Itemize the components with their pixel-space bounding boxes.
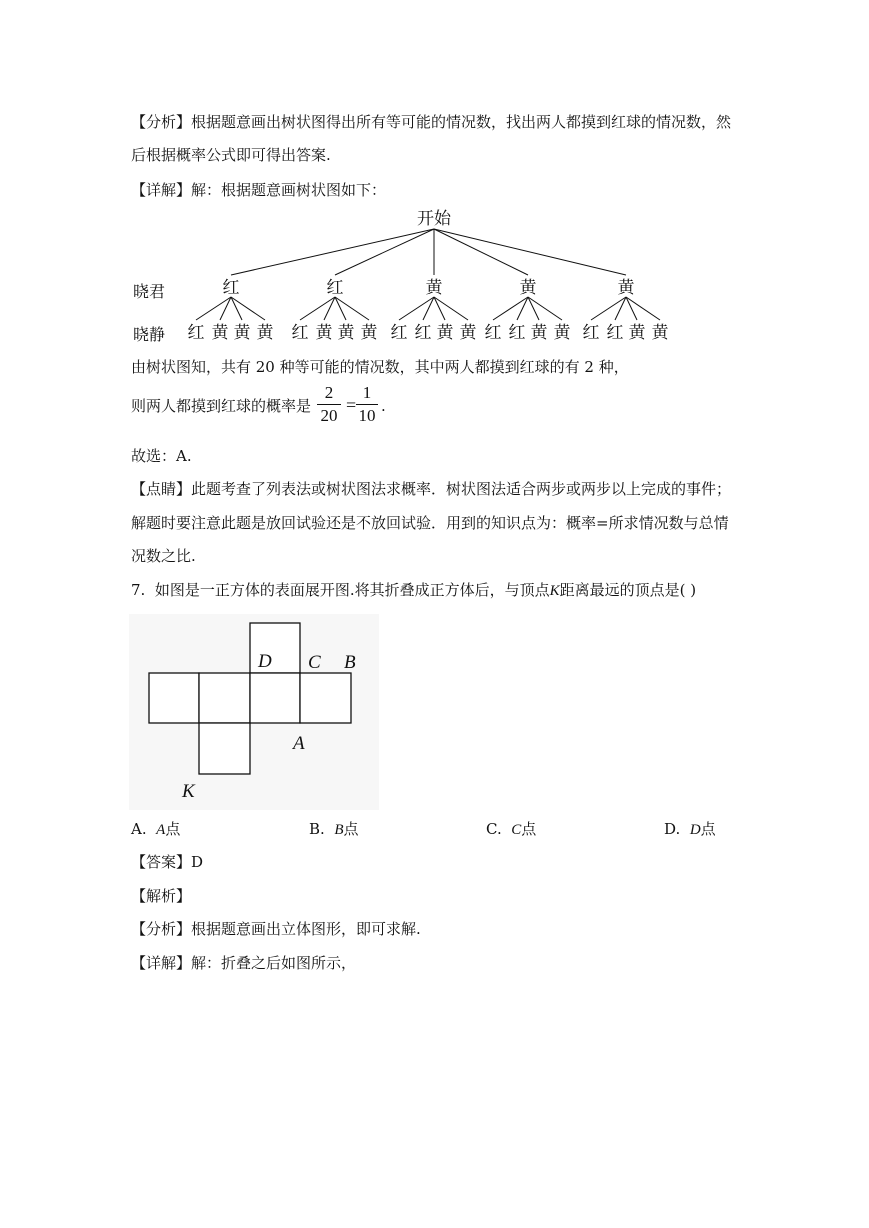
choice-line: 故选：A. — [131, 447, 192, 465]
comment-text: 此题考查了列表法或树状图法求概率．树状图法适合两步或两步以上完成的事件； — [191, 480, 732, 498]
answer-value: D — [191, 853, 204, 871]
fraction-denominator: 20 — [320, 406, 338, 425]
tree-branches-root — [231, 229, 626, 275]
detail-text: 解：根据题意画树状图如下： — [191, 181, 387, 199]
option-var: A — [156, 822, 166, 838]
analysis2-line — [131, 920, 421, 938]
tree-node-l2: 黄 — [530, 323, 548, 343]
tree-node-l2: 红 — [508, 323, 526, 343]
fraction-numerator: 2 — [324, 383, 334, 402]
period: . — [381, 397, 386, 415]
tree-node-l1: 红 — [222, 278, 240, 298]
option-letter: B. — [309, 820, 325, 838]
fraction-denominator: 10 — [358, 406, 376, 425]
tree-node-l2: 黄 — [211, 323, 229, 343]
tree-node-l2: 黄 — [337, 323, 355, 343]
fraction-bar — [317, 404, 341, 405]
tree-node-l2: 红 — [390, 323, 408, 343]
analysis-tag: 【分析】 — [131, 113, 192, 131]
option-var: D — [689, 822, 701, 838]
option-c[interactable] — [486, 820, 536, 839]
net-label-k: K — [182, 781, 195, 802]
analysis2-tag: 【分析】 — [131, 920, 192, 938]
tree-node-l2: 黄 — [651, 323, 669, 343]
tree-node-l2: 黄 — [256, 323, 274, 343]
comment-tag: 【点睛】 — [131, 480, 192, 498]
analysis-text: 根据题意画出树状图得出所有等可能的情况数，找出两人都摸到红球的情况数，然 — [191, 113, 732, 131]
fraction-numerator: 1 — [362, 383, 372, 402]
question-number: 7. — [131, 581, 146, 599]
fraction-2-20 — [317, 383, 341, 426]
tree-node-l1: 黄 — [519, 278, 537, 298]
answer-line — [131, 853, 203, 871]
tree-node-l2: 黄 — [459, 323, 477, 343]
tree-node-l1: 红 — [326, 278, 344, 298]
option-suffix: 点 — [700, 820, 716, 838]
tree-node-l1: 黄 — [617, 278, 635, 298]
tree-node-l2: 红 — [291, 323, 309, 343]
tree-node-l2: 红 — [582, 323, 600, 343]
conclusion-line-2: 则两人都摸到红球的概率是 — [131, 397, 312, 415]
option-var: C — [511, 822, 522, 838]
tree-root: 开始 — [417, 209, 451, 229]
answer-tag: 【答案】 — [131, 853, 192, 871]
option-letter: C. — [486, 820, 502, 838]
tree-node-l2: 黄 — [628, 323, 646, 343]
tree-node-l2: 红 — [414, 323, 432, 343]
option-letter: A. — [131, 820, 147, 838]
tree-node-l2: 红 — [606, 323, 624, 343]
tree-node-l2: 红 — [187, 323, 205, 343]
tree-branches-level2 — [196, 297, 660, 320]
fraction-1-10 — [356, 383, 378, 426]
option-d[interactable] — [664, 820, 716, 839]
option-var: B — [334, 822, 344, 838]
tree-node-l2: 黄 — [360, 323, 378, 343]
fraction-bar — [356, 404, 378, 405]
analysis2-text: 根据题意画出立体图形，即可求解. — [191, 920, 421, 938]
detail2-line — [131, 954, 356, 972]
detail2-tag: 【详解】 — [131, 954, 192, 972]
detail2-text: 解：折叠之后如图所示， — [191, 954, 357, 972]
option-suffix: 点 — [165, 820, 181, 838]
explanation-line: 【解析】 — [131, 887, 192, 905]
vertex-k: K — [549, 583, 560, 599]
option-suffix: 点 — [521, 820, 537, 838]
net-label-d: D — [258, 651, 272, 672]
question-7 — [131, 581, 696, 600]
question-text-suffix: 距离最远的顶点是( ) — [559, 581, 697, 599]
cube-net-figure — [129, 614, 379, 810]
question-text: 如图是一正方体的表面展开图.将其折叠成正方体后，与顶点 — [154, 581, 550, 599]
tree-node-l2: 黄 — [233, 323, 251, 343]
analysis-line-2: 后根据概率公式即可得出答案. — [131, 146, 331, 164]
detail-tag: 【详解】 — [131, 181, 192, 199]
comment-line-3: 况数之比. — [131, 547, 196, 565]
comment-line-1 — [131, 480, 731, 498]
comment-line-2: 解题时要注意此题是放回试验还是不放回试验．用到的知识点为：概率=所求情况数与总情 — [131, 514, 729, 532]
option-suffix: 点 — [343, 820, 359, 838]
net-label-a: A — [293, 733, 305, 754]
tree-node-l2: 黄 — [553, 323, 571, 343]
tree-node-l1: 黄 — [425, 278, 443, 298]
net-label-b: B — [344, 652, 356, 673]
tree-node-l2: 红 — [484, 323, 502, 343]
option-a[interactable] — [131, 820, 180, 839]
option-letter: D. — [664, 820, 681, 838]
equals-sign: = — [346, 395, 357, 415]
net-label-c: C — [308, 652, 321, 673]
tree-row1-label: 晓君 — [133, 282, 166, 301]
tree-node-l2: 黄 — [315, 323, 333, 343]
conclusion-line-1: 由树状图知，共有 20 种等可能的情况数，其中两人都摸到红球的有 2 种， — [131, 358, 629, 376]
tree-diagram — [0, 0, 869, 360]
tree-node-l2: 黄 — [436, 323, 454, 343]
option-b[interactable] — [309, 820, 359, 839]
tree-row2-label: 晓静 — [133, 325, 166, 344]
